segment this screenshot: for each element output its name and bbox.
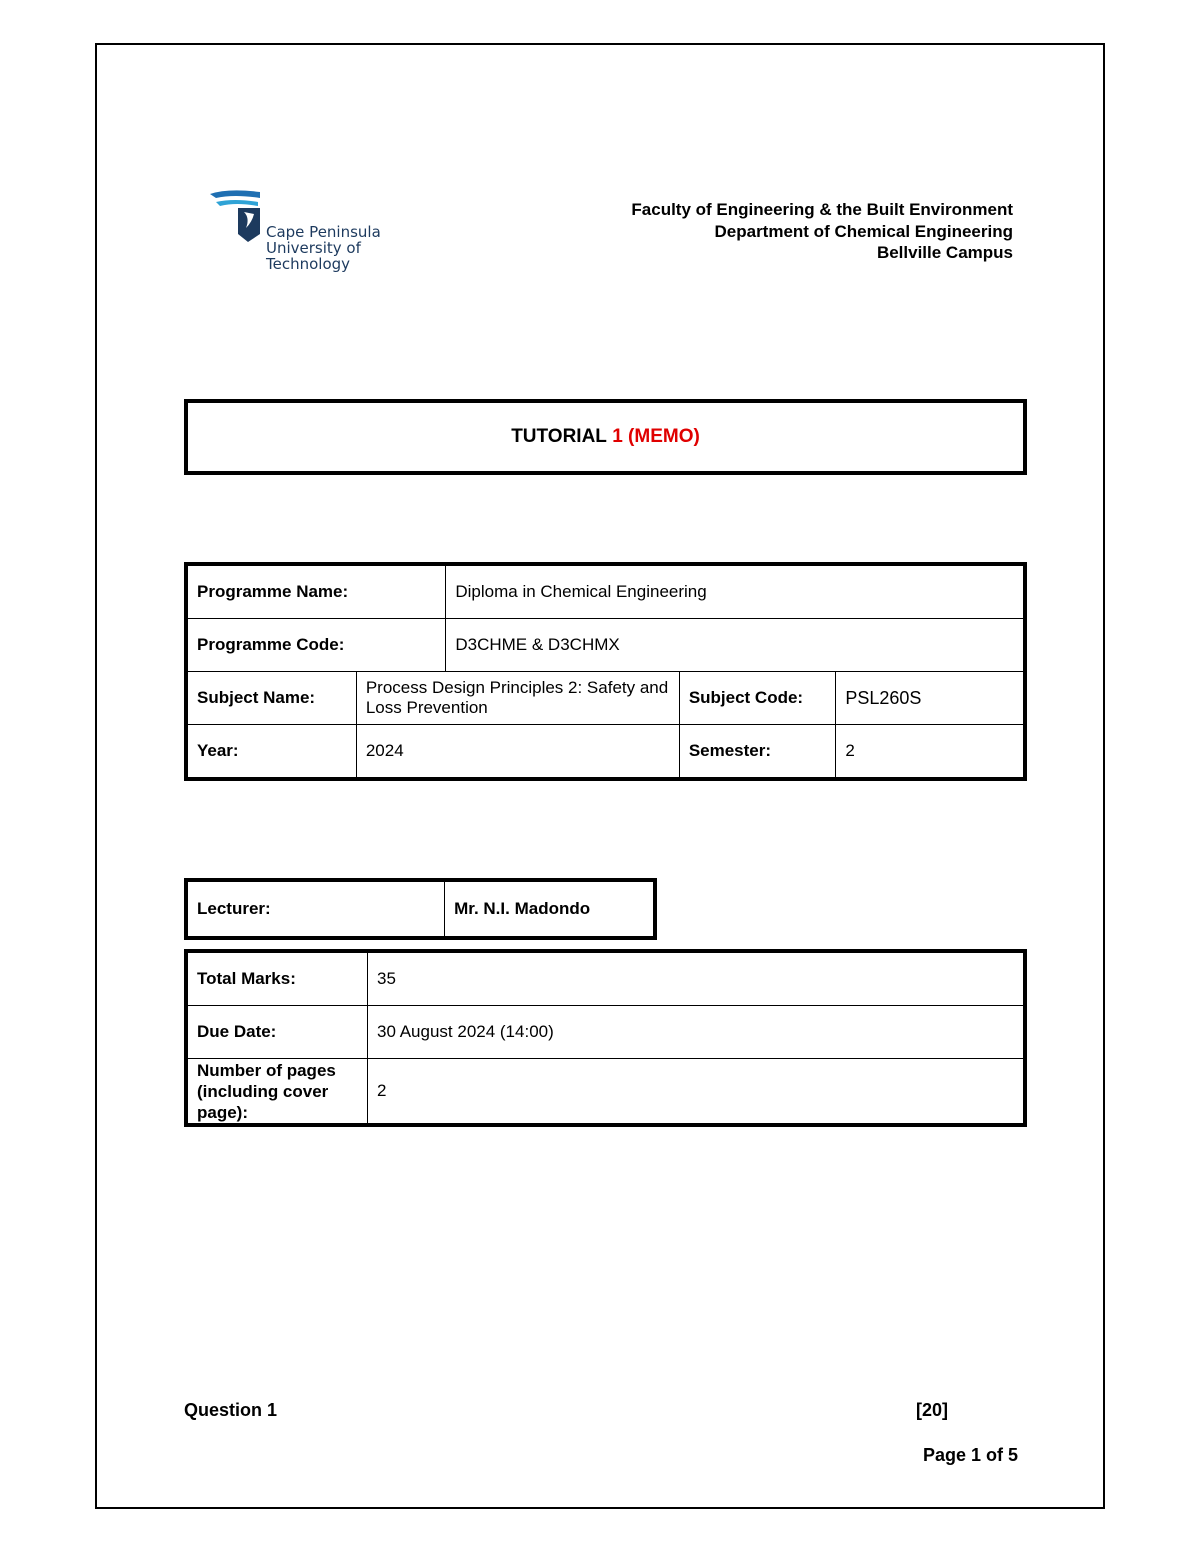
total-marks-value: 35 <box>368 951 1025 1006</box>
assessment-table <box>184 949 1027 1127</box>
subject-code-label: Subject Code: <box>679 672 836 725</box>
table-row <box>186 880 655 938</box>
table-row <box>186 1006 1025 1059</box>
due-date-value: 30 August 2024 (14:00) <box>368 1006 1025 1059</box>
table-row <box>186 672 1025 725</box>
cput-emblem-icon <box>208 188 268 244</box>
campus-name: Bellville Campus <box>876 243 1013 262</box>
pages-label: Number of pages (including cover page): <box>186 1059 368 1126</box>
logo-line-2: University of Technology <box>266 239 361 273</box>
title-prefix: TUTORIAL <box>511 426 607 447</box>
subject-name-value: Process Design Principles 2: Safety and Loss Prevention <box>356 672 679 725</box>
table-row <box>186 564 1025 619</box>
due-date-label: Due Date: <box>186 1006 368 1059</box>
programme-name-value: Diploma in Chemical Engineering <box>446 564 1025 619</box>
title-suffix: 1 (MEMO) <box>612 426 700 447</box>
semester-value: 2 <box>836 725 1025 780</box>
programme-table <box>184 562 1027 781</box>
year-label: Year: <box>186 725 356 780</box>
table-row <box>186 951 1025 1006</box>
year-value: 2024 <box>356 725 679 780</box>
question-label: Question 1 <box>184 1400 278 1420</box>
table-row <box>186 725 1025 780</box>
university-logo <box>208 188 448 273</box>
pages-value: 2 <box>368 1059 1025 1126</box>
faculty-header <box>631 199 1013 264</box>
logo-line-1: Cape Peninsula <box>266 223 381 241</box>
programme-code-value: D3CHME & D3CHMX <box>446 619 1025 672</box>
subject-name-label: Subject Name: <box>186 672 356 725</box>
page-number: Page 1 of 5 <box>922 1445 1018 1465</box>
department-name: Department of Chemical Engineering <box>714 221 1013 241</box>
total-marks-label: Total Marks: <box>186 951 368 1006</box>
semester-label: Semester: <box>679 725 836 780</box>
table-row <box>186 619 1025 672</box>
lecturer-table <box>184 878 657 940</box>
lecturer-label: Lecturer: <box>186 880 445 938</box>
logo-text <box>266 224 448 272</box>
subject-code-value: PSL260S <box>836 672 1025 725</box>
question-marks: [20] <box>916 1400 949 1420</box>
lecturer-value: Mr. N.I. Madondo <box>445 880 655 938</box>
programme-code-label: Programme Code: <box>186 619 446 672</box>
document-title <box>184 399 1027 475</box>
faculty-name: Faculty of Engineering & the Built Environment <box>631 200 1013 219</box>
table-row <box>186 1059 1025 1126</box>
programme-name-label: Programme Name: <box>186 564 446 619</box>
